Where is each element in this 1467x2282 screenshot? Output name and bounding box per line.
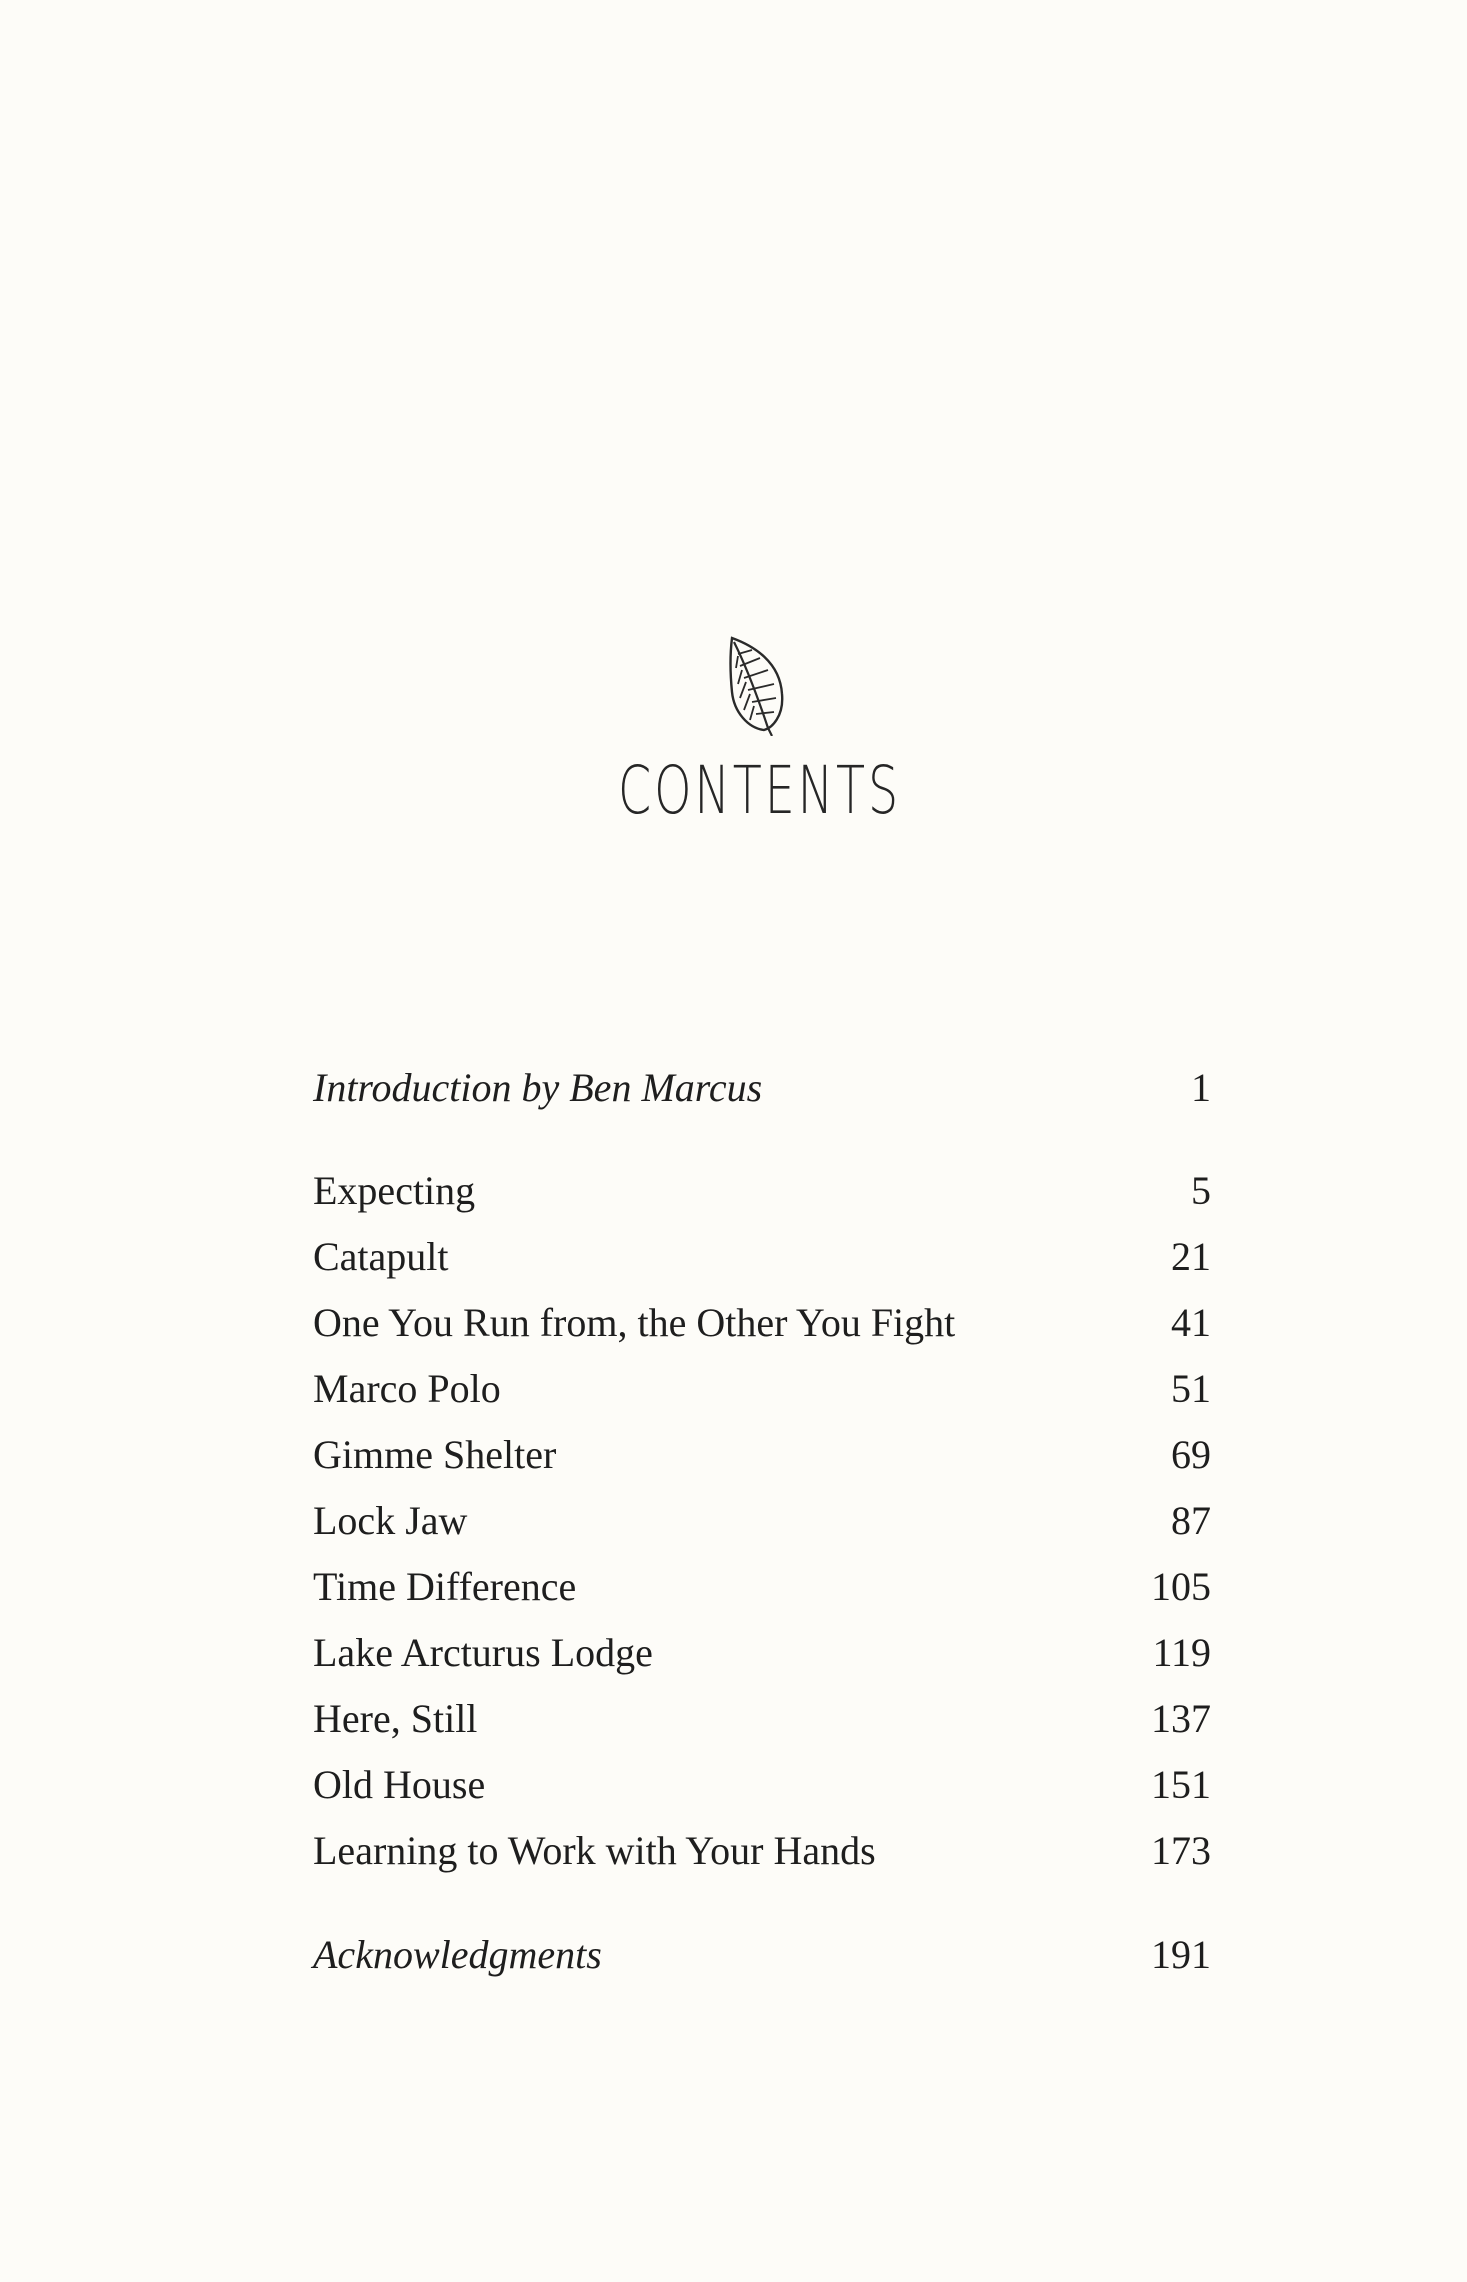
entry-page-number: 51: [1171, 1366, 1211, 1411]
entry-page-number: 105: [1151, 1564, 1211, 1609]
entry-title: Here, Still: [313, 1696, 478, 1741]
entry-title: Lake Arcturus Lodge: [313, 1630, 653, 1675]
entry-page-number: 21: [1171, 1234, 1211, 1279]
entry-title: Acknowledgments: [313, 1932, 602, 1977]
entry-page-number: 173: [1151, 1828, 1211, 1873]
entry-page-number: 1: [1191, 1065, 1211, 1110]
entry-page-number: 137: [1151, 1696, 1211, 1741]
entry-page-number: 191: [1151, 1932, 1211, 1977]
toc-entry[interactable]: [313, 1755, 1211, 1815]
entry-page-number: 151: [1151, 1762, 1211, 1807]
toc-entry[interactable]: [313, 1821, 1211, 1881]
toc-entry-introduction[interactable]: [313, 1058, 1211, 1118]
leaf-icon: [724, 632, 788, 736]
entry-page-number: 41: [1171, 1300, 1211, 1345]
toc-entry[interactable]: [313, 1689, 1211, 1749]
toc-entry[interactable]: [313, 1161, 1211, 1221]
entry-title: Time Difference: [313, 1564, 577, 1609]
toc-entry[interactable]: [313, 1623, 1211, 1683]
entry-title: Learning to Work with Your Hands: [313, 1828, 876, 1873]
toc-entry[interactable]: [313, 1293, 1211, 1353]
entry-title: One You Run from, the Other You Fight: [313, 1300, 956, 1345]
entry-title: Lock Jaw: [313, 1498, 468, 1543]
toc-entry[interactable]: [313, 1491, 1211, 1551]
toc-entry[interactable]: [313, 1227, 1211, 1287]
entry-title: Catapult: [313, 1234, 449, 1279]
entry-page-number: 5: [1191, 1168, 1211, 1213]
contents-heading: [0, 752, 1467, 829]
entry-title: Gimme Shelter: [313, 1432, 557, 1477]
toc-entry[interactable]: [313, 1425, 1211, 1485]
entry-page-number: 119: [1152, 1630, 1211, 1675]
entry-title: Expecting: [313, 1168, 476, 1213]
toc-entry-acknowledgments[interactable]: [313, 1925, 1211, 1985]
entry-title: Marco Polo: [313, 1366, 501, 1411]
entry-title: Introduction by Ben Marcus: [313, 1065, 763, 1110]
toc-entry[interactable]: [313, 1557, 1211, 1617]
entry-page-number: 69: [1171, 1432, 1211, 1477]
toc-entry[interactable]: [313, 1359, 1211, 1419]
page-title: CONTENTS: [618, 752, 901, 829]
entry-title: Old House: [313, 1762, 486, 1807]
entry-page-number: 87: [1171, 1498, 1211, 1543]
